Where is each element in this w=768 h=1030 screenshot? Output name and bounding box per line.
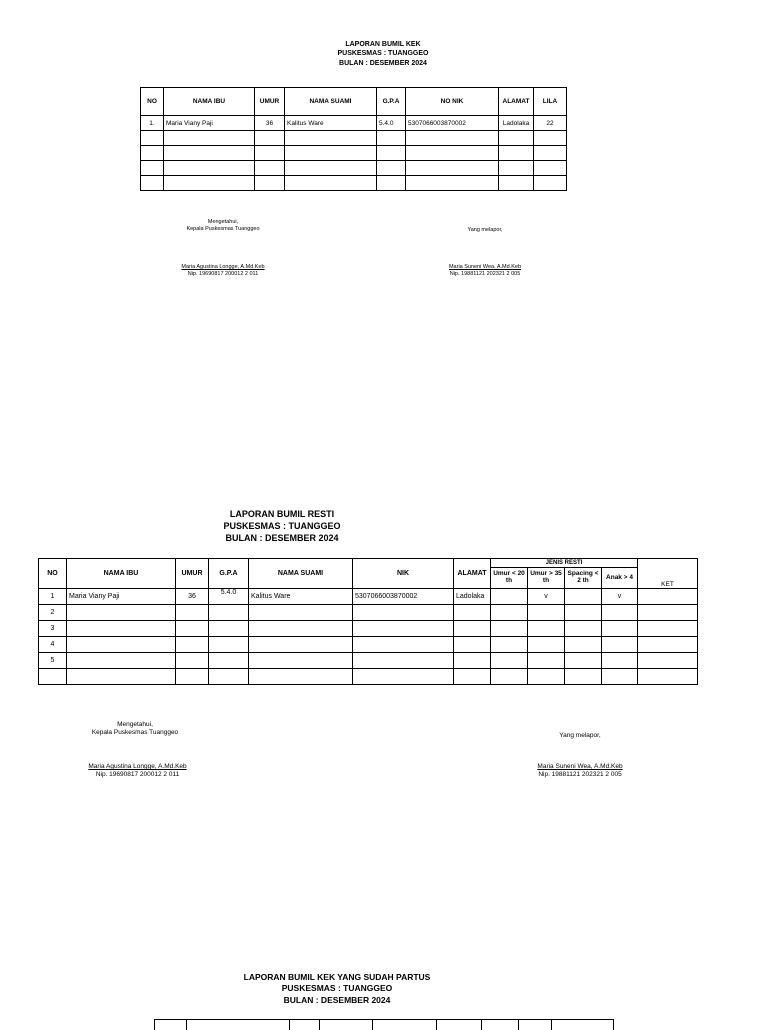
cell-nama-suami: Kalitus Ware [285, 116, 377, 131]
cell-no: 5 [39, 653, 67, 669]
header-gpa: G.P.A [377, 88, 406, 116]
cell [353, 605, 454, 621]
cell-no: 2 [39, 605, 67, 621]
report-title-resti [202, 508, 362, 544]
cell [638, 605, 698, 621]
sign-role: Kepala Puskesmas Tuanggeo [186, 226, 260, 233]
cell [638, 669, 698, 685]
table-divider [289, 1020, 290, 1030]
table-divider [518, 1020, 519, 1030]
cell [141, 176, 164, 191]
sign-name: Maria Suneni Wea, A.Md.Keb [448, 264, 522, 270]
report-title-kek-partus [237, 972, 437, 1006]
cell-umur: 36 [255, 116, 285, 131]
cell-nama-ibu: Maria Viany Paji [67, 589, 176, 605]
table-row [141, 131, 567, 146]
table-divider [186, 1020, 187, 1030]
cell [528, 669, 565, 685]
cell [141, 161, 164, 176]
table-divider [613, 1020, 614, 1030]
cell [209, 621, 249, 637]
header-umur-kurang-20: Umur < 20 th [491, 568, 528, 589]
cell-no: 3 [39, 621, 67, 637]
header-nama-suami: NAMA SUAMI [285, 88, 377, 116]
cell [491, 637, 528, 653]
header-alamat: ALAMAT [454, 559, 491, 589]
cell [249, 605, 353, 621]
cell-no: 1. [141, 116, 164, 131]
sign-role: Kepala Puskesmas Tuanggeo [91, 729, 179, 737]
cell [491, 621, 528, 637]
kek-table [140, 87, 567, 191]
cell-nama-ibu: Maria Viany Paji [164, 116, 255, 131]
signature-block-pelapor [430, 227, 540, 234]
cell [491, 669, 528, 685]
title-line: LAPORAN BUMIL RESTI [229, 509, 335, 519]
table-divider [551, 1020, 552, 1030]
sign-name: Maria Agustina Longge, A.Md.Keb [181, 264, 265, 270]
cell [602, 637, 638, 653]
cell [565, 653, 602, 669]
cell [377, 146, 406, 161]
cell [249, 669, 353, 685]
header-lila: LILA [534, 88, 567, 116]
table-header-row [39, 559, 698, 568]
title-line: PUSKESMAS : TUANGGEO [281, 983, 393, 994]
sign-label: Mengetahui, [207, 219, 239, 225]
cell [164, 161, 255, 176]
header-ket: KET [638, 559, 698, 589]
table-row [39, 653, 698, 669]
cell-nama-suami: Kalitus Ware [249, 589, 353, 605]
signature-name-pelapor [430, 264, 540, 278]
title-line: LAPORAN BUMIL KEK YANG SUDAH PARTUS [243, 972, 431, 982]
cell [209, 669, 249, 685]
header-no: NO [141, 88, 164, 116]
header-no: NO [39, 559, 67, 589]
cell [353, 637, 454, 653]
cell [565, 605, 602, 621]
table-row [141, 161, 567, 176]
cell [454, 621, 491, 637]
cell [377, 131, 406, 146]
cell-alamat: Ladolaka [499, 116, 534, 131]
cell-resti-3 [565, 589, 602, 605]
cell [39, 669, 67, 685]
cell [285, 131, 377, 146]
cell-gpa: 5.4.0 [209, 589, 249, 605]
cell [164, 176, 255, 191]
cell [602, 669, 638, 685]
table-row [39, 589, 698, 605]
cell [602, 653, 638, 669]
cell [176, 605, 209, 621]
cell [141, 146, 164, 161]
cell [67, 653, 176, 669]
cell [534, 131, 567, 146]
cell-no: 4 [39, 637, 67, 653]
cell [255, 131, 285, 146]
cell [176, 637, 209, 653]
cell [528, 621, 565, 637]
sign-nip: Nip. 19690817 200012 2 011 [187, 271, 259, 278]
header-anak: Anak > 4 [602, 568, 638, 589]
sign-nip: Nip. 19881121 202321 2 005 [449, 271, 521, 278]
cell [255, 161, 285, 176]
cell [565, 621, 602, 637]
cell [209, 637, 249, 653]
cell [353, 621, 454, 637]
header-no-nik: NO NIK [406, 88, 499, 116]
cell [285, 161, 377, 176]
cell [377, 161, 406, 176]
cell [67, 621, 176, 637]
cell [534, 146, 567, 161]
cell [638, 621, 698, 637]
cell [528, 653, 565, 669]
signature-block-kepala [70, 721, 200, 738]
cell-resti-2: v [528, 589, 565, 605]
cell-resti-4: v [602, 589, 638, 605]
cell-lila: 22 [534, 116, 567, 131]
cell [176, 653, 209, 669]
table-row [39, 605, 698, 621]
title-line: PUSKESMAS : TUANGGEO [337, 50, 429, 58]
header-nama-suami: NAMA SUAMI [249, 559, 353, 589]
cell [67, 669, 176, 685]
cell-gpa: 5.4.0 [377, 116, 406, 131]
cell [164, 131, 255, 146]
cell [67, 605, 176, 621]
cell [499, 131, 534, 146]
cell [353, 669, 454, 685]
table-divider [436, 1020, 437, 1030]
cell [528, 605, 565, 621]
table-divider [372, 1020, 373, 1030]
cell [406, 176, 499, 191]
cell-ket [638, 589, 698, 605]
header-umur: UMUR [176, 559, 209, 589]
signature-name-kepala [158, 264, 288, 278]
cell [176, 621, 209, 637]
cell [454, 637, 491, 653]
cell [285, 146, 377, 161]
sign-label: Yang melapor, [559, 732, 601, 739]
cell-umur: 36 [176, 589, 209, 605]
cell [565, 637, 602, 653]
cell-nik: 5307066003870002 [406, 116, 499, 131]
resti-table [38, 558, 698, 685]
cell [534, 176, 567, 191]
title-line: PUSKESMAS : TUANGGEO [223, 521, 341, 532]
cell [377, 176, 406, 191]
cell [499, 146, 534, 161]
partus-table-fragment [154, 1019, 614, 1030]
cell [209, 653, 249, 669]
header-umur: UMUR [255, 88, 285, 116]
title-line: BULAN : DESEMBER 2024 [283, 994, 391, 1005]
table-row [141, 146, 567, 161]
title-line: LAPORAN BUMIL KEK [345, 41, 421, 48]
cell-nik: 5307066003870002 [353, 589, 454, 605]
cell [454, 605, 491, 621]
sign-nip: Nip. 19881121 202321 2 005 [538, 771, 622, 779]
cell [141, 131, 164, 146]
cell [602, 621, 638, 637]
cell [285, 176, 377, 191]
cell [406, 146, 499, 161]
header-nama-ibu: NAMA IBU [67, 559, 176, 589]
cell [491, 653, 528, 669]
cell [249, 653, 353, 669]
cell-no: 1 [39, 589, 67, 605]
header-nama-ibu: NAMA IBU [164, 88, 255, 116]
table-row [39, 669, 698, 685]
cell [176, 669, 209, 685]
table-divider [481, 1020, 482, 1030]
title-line: BULAN : DESEMBER 2024 [339, 59, 427, 67]
table-row [141, 176, 567, 191]
cell [638, 637, 698, 653]
cell [491, 605, 528, 621]
sign-label: Yang melapor, [467, 227, 503, 233]
signature-block-pelapor [530, 732, 630, 740]
sign-label: Mengetahui, [117, 721, 153, 728]
cell [602, 605, 638, 621]
cell [249, 621, 353, 637]
cell [67, 637, 176, 653]
cell [164, 146, 255, 161]
table-divider [154, 1020, 155, 1030]
sign-nip: Nip. 19690817 200012 2 011 [95, 771, 180, 779]
cell [255, 176, 285, 191]
cell [353, 653, 454, 669]
sign-name: Maria Suneni Wea, A.Md.Keb [537, 763, 623, 770]
cell [209, 605, 249, 621]
cell-resti-1 [491, 589, 528, 605]
title-line: BULAN : DESEMBER 2024 [225, 533, 339, 544]
cell [638, 653, 698, 669]
sign-name: Maria Agustina Longge, A.Md.Keb [88, 763, 187, 770]
cell [454, 653, 491, 669]
signature-block-kepala [158, 219, 288, 233]
cell [499, 161, 534, 176]
cell [565, 669, 602, 685]
report-title-kek [303, 40, 463, 68]
header-umur-lebih-35: Umur > 35 th [528, 568, 565, 589]
cell [528, 637, 565, 653]
cell [406, 131, 499, 146]
cell [255, 146, 285, 161]
header-spacing: Spacing < 2 th [565, 568, 602, 589]
cell [499, 176, 534, 191]
cell [406, 161, 499, 176]
signature-name-pelapor [515, 763, 645, 780]
header-gpa: G.P.A [209, 559, 249, 589]
table-divider [319, 1020, 320, 1030]
signature-name-kepala [70, 763, 205, 780]
cell [454, 669, 491, 685]
cell [534, 161, 567, 176]
cell-alamat: Ladolaka [454, 589, 491, 605]
table-row [39, 637, 698, 653]
table-row [39, 621, 698, 637]
table-row [141, 116, 567, 131]
header-alamat: ALAMAT [499, 88, 534, 116]
cell [249, 637, 353, 653]
header-jenis-resti: JENIS RESTI [491, 559, 638, 568]
table-header-row [141, 88, 567, 116]
header-nik: NIK [353, 559, 454, 589]
